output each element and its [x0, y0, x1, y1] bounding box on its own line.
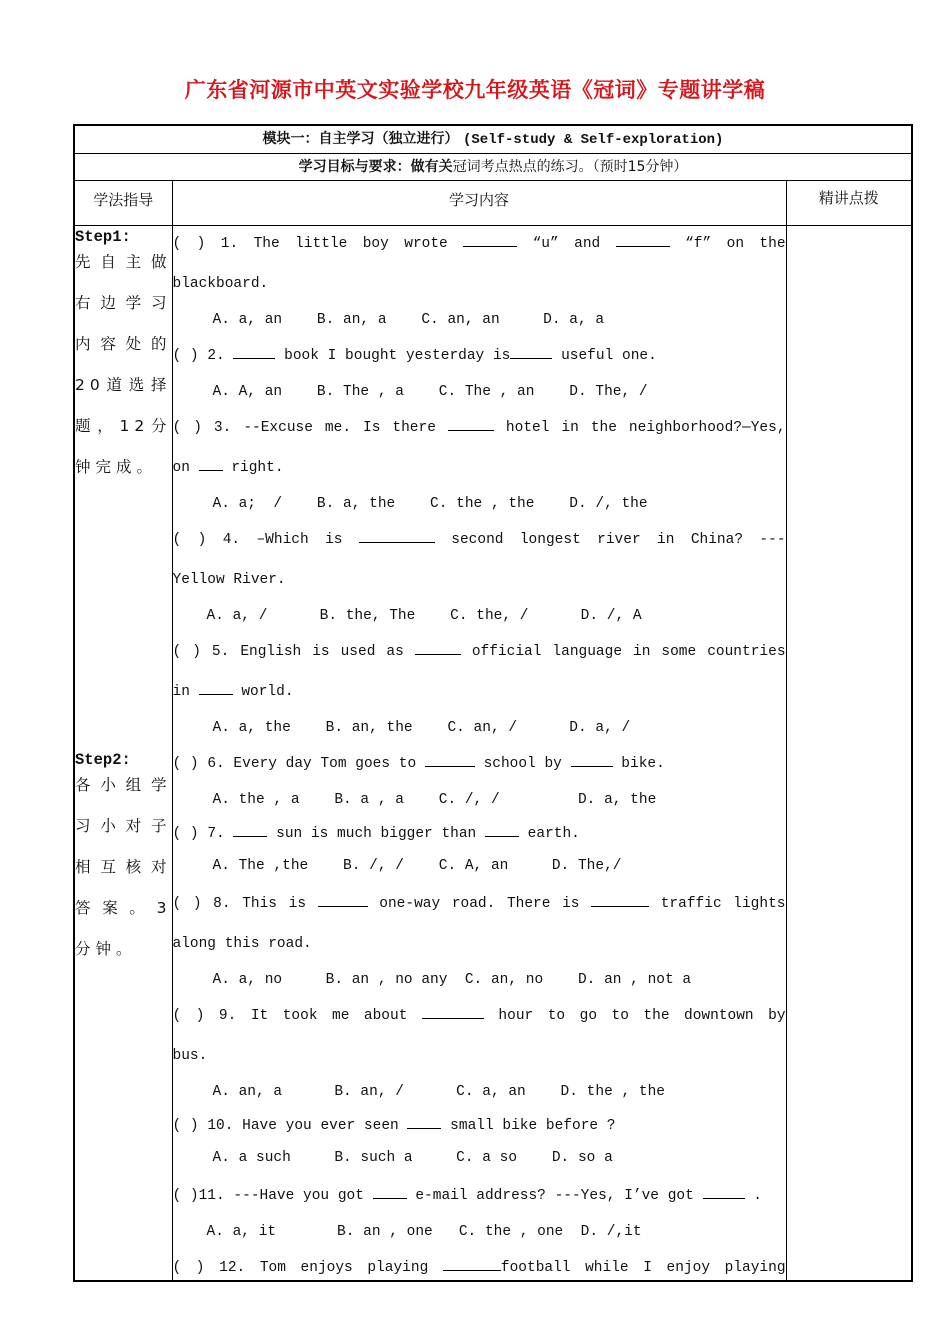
answer-blank[interactable] — [233, 344, 275, 359]
question-10-options: A. a such B. such a C. a so D. so a — [212, 1150, 613, 1166]
answer-blank[interactable] — [373, 1184, 407, 1199]
question-7-options: A. The ,the B. /, / C. A, an D. The,/ — [212, 858, 622, 874]
question-10: ( ) 10. Have you ever seen small bike before ? — [173, 1110, 786, 1142]
document-title: 广东省河源市中英文实验学校九年级英语《冠词》专题讲学稿 — [184, 78, 766, 102]
answer-blank[interactable] — [199, 680, 233, 695]
study-content-cell — [172, 226, 786, 1282]
question-6-options: A. the , a B. a , a C. /, / D. a, the — [212, 792, 657, 808]
question-2: ( ) 2. book I bought yesterday is useful one. — [173, 338, 786, 374]
answer-blank[interactable] — [359, 528, 435, 543]
answer-blank[interactable] — [415, 640, 461, 655]
question-8: ( ) 8. This is one-way road. There is traffic lights — [173, 886, 786, 922]
answer-blank[interactable] — [616, 232, 670, 247]
column-header-guide: 学法指导 — [74, 181, 172, 226]
step1-text: 先自主做右边学习内容处的20道选择题，12分钟完成。 — [75, 253, 172, 476]
answer-blank[interactable] — [703, 1184, 745, 1199]
question-5-options: A. a, the B. an, the C. an, / D. a, / — [212, 720, 631, 736]
answer-blank[interactable] — [591, 892, 649, 907]
objective-row — [74, 154, 912, 181]
column-header-content: 学习内容 — [172, 181, 786, 226]
question-2-options: A. A, an B. The , a C. The , an D. The, / — [212, 384, 648, 400]
question-11: ( )11. ---Have you got e-mail address? ---Yes, I’ve got . — [173, 1178, 786, 1214]
question-8-options: A. a, no B. an , no any C. an, no D. an , not a — [212, 972, 692, 988]
question-8-continued: along this road. — [172, 936, 312, 952]
answer-blank[interactable] — [233, 822, 267, 837]
question-6: ( ) 6. Every day Tom goes to school by bike. — [173, 746, 786, 782]
question-3-options: A. a; / B. a, the C. the , the D. /, the — [212, 496, 648, 512]
question-12: ( ) 12. Tom enjoys playing football while I enjoy playing — [173, 1250, 786, 1280]
question-5: ( ) 5. English is used as official language in some countries — [173, 634, 786, 670]
answer-blank[interactable] — [571, 752, 613, 767]
question-4-options: A. a, / B. the, The C. the, / D. /, A — [206, 608, 642, 624]
notes-cell — [786, 226, 912, 1282]
answer-blank[interactable] — [443, 1256, 501, 1271]
question-1: ( ) 1. The little boy wrote “u” and “f” on the — [173, 226, 786, 262]
question-7: ( ) 7. sun is much bigger than earth. — [173, 818, 786, 850]
objective-text: 冠词考点热点的练习。（预时15分钟） — [452, 159, 688, 175]
lesson-table — [73, 124, 913, 1282]
module-header-title: 模块一：自主学习（独立进行） — [262, 131, 459, 147]
column-header-notes: 精讲点拨 — [786, 181, 912, 226]
objective-label: 学习目标与要求：做有关 — [298, 159, 453, 175]
answer-blank[interactable] — [510, 344, 552, 359]
answer-blank[interactable] — [463, 232, 517, 247]
answer-blank[interactable] — [485, 822, 519, 837]
question-4: ( ) 4. –Which is second longest river in China? --- — [173, 522, 786, 558]
question-9-continued: bus. — [172, 1048, 208, 1064]
answer-blank[interactable] — [422, 1004, 484, 1019]
question-4-continued: Yellow River. — [172, 572, 286, 588]
question-1-options: A. a, an B. an, a C. an, an D. a, a — [212, 312, 605, 328]
answer-blank[interactable] — [407, 1114, 441, 1129]
step2-label: Step2: — [75, 751, 131, 769]
answer-blank[interactable] — [318, 892, 368, 907]
module-header-english: (Self-study & Self-exploration) — [463, 132, 724, 148]
step2-text: 各小组学习小对子相互核对答案。3分钟。 — [75, 776, 172, 958]
question-9: ( ) 9. It took me about hour to go to the downtown by — [173, 998, 786, 1034]
step1-label: Step1: — [75, 228, 131, 246]
module-header — [74, 125, 912, 154]
answer-blank[interactable] — [448, 416, 494, 431]
answer-blank[interactable] — [425, 752, 475, 767]
question-3: ( ) 3. --Excuse me. Is there hotel in the neighborhood?—Yes, — [173, 410, 786, 446]
answer-blank[interactable] — [199, 456, 223, 471]
question-1-continued: blackboard. — [172, 276, 269, 292]
question-3-continued: on right. — [173, 450, 786, 486]
question-11-options: A. a, it B. an , one C. the , one D. /,it — [206, 1224, 642, 1240]
study-guide-cell — [74, 226, 172, 1282]
question-5-continued: in world. — [173, 674, 786, 710]
question-9-options: A. an, a B. an, / C. a, an D. the , the — [212, 1084, 665, 1100]
